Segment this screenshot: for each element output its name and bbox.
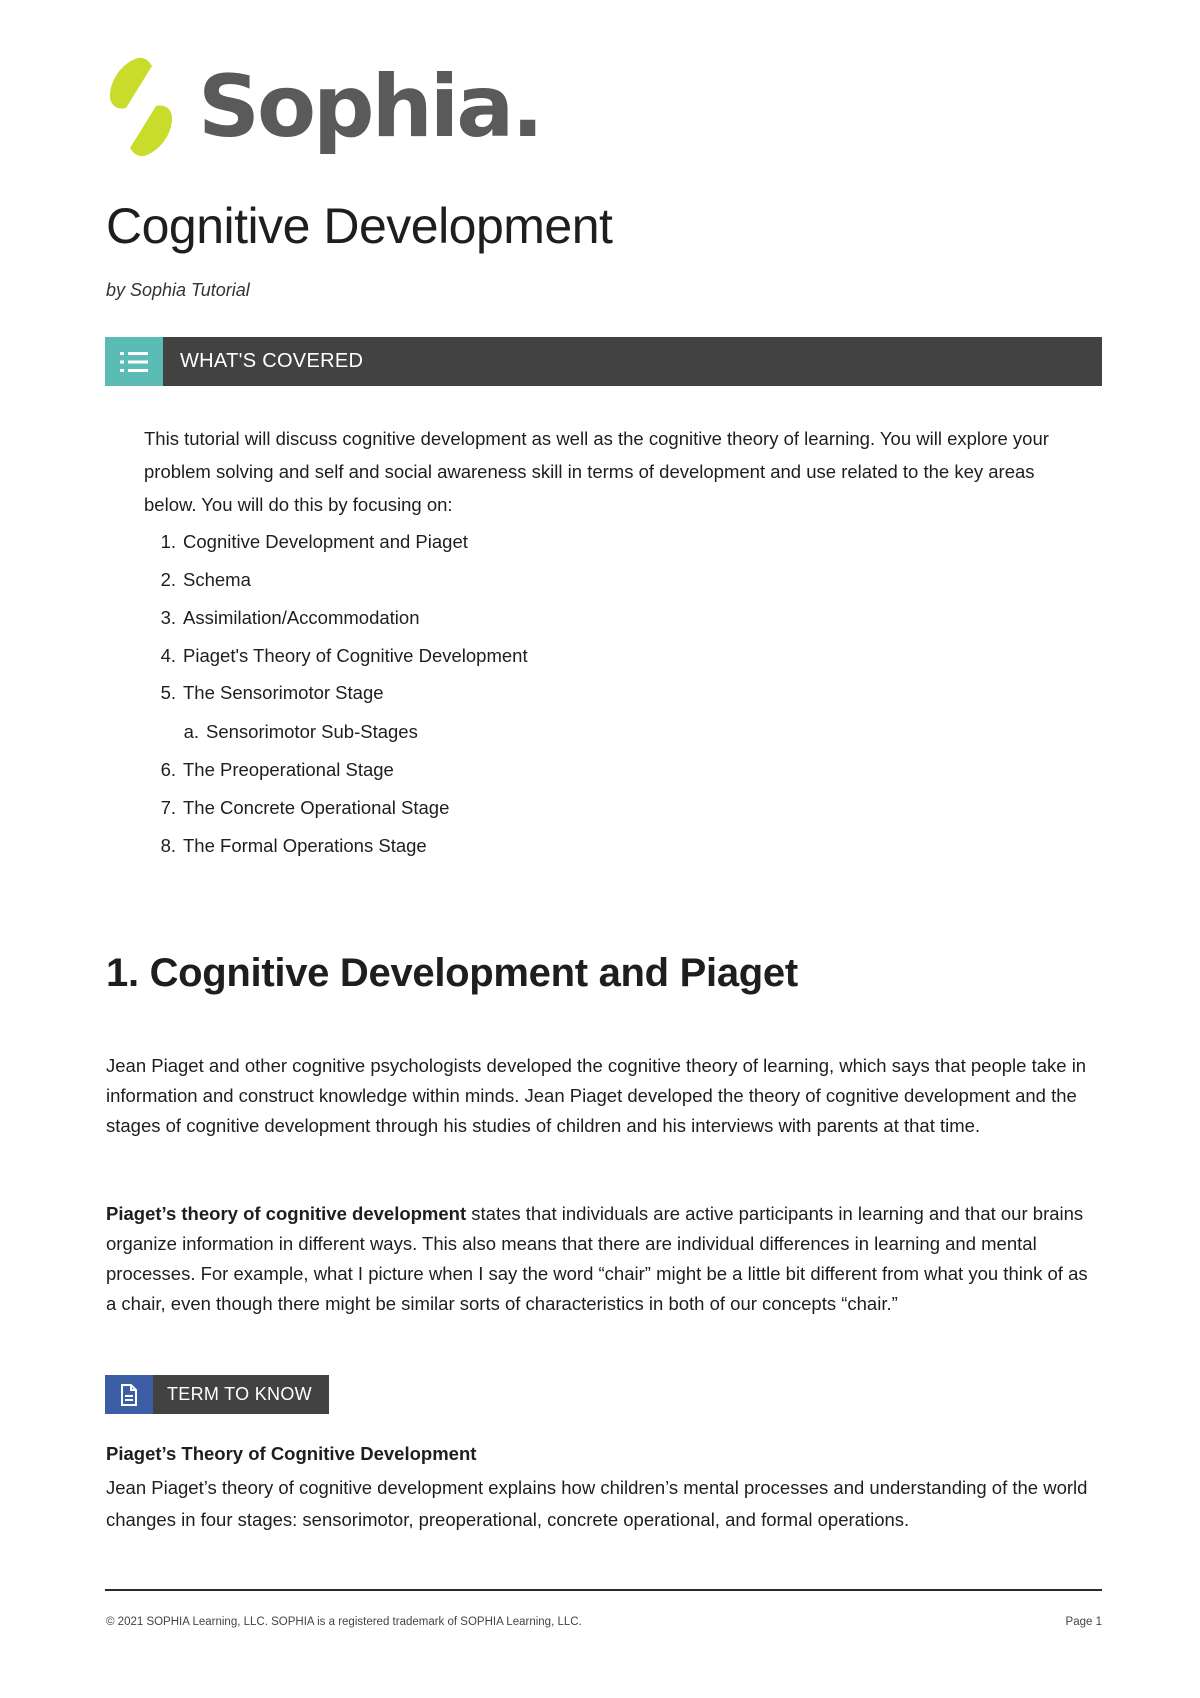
list-item: 6. The Preoperational Stage	[160, 759, 394, 780]
list-item: 7. The Concrete Operational Stage	[160, 797, 450, 818]
term-to-know-label: TERM TO KNOW	[167, 1384, 312, 1404]
document-title: Cognitive Development	[106, 198, 613, 254]
covered-intro: This tutorial will discuss cognitive development as well as the cognitive theory of learning. You will explore your problem solving and self and social awareness skill in terms of development and use related to the key areas below. You will do this by focusing on:	[144, 428, 1049, 515]
sophia-logo	[104, 56, 541, 158]
list-item: 5. The Sensorimotor Stage	[160, 682, 384, 703]
whats-covered-label: WHAT'S COVERED	[180, 350, 364, 372]
footer-divider	[105, 1589, 1102, 1591]
term-to-know-banner	[105, 1375, 329, 1414]
document-icon	[105, 1375, 153, 1414]
section-heading: 1. Cognitive Development and Piaget	[106, 951, 798, 995]
list-item: 4. Piaget's Theory of Cognitive Development	[160, 645, 528, 666]
sophia-wordmark: Sophia.	[198, 57, 541, 157]
term-definition: Jean Piaget’s theory of cognitive development explains how children’s mental processes and understanding of the world changes in four stages: sensorimotor, preoperational, concrete operational, and formal operations.	[106, 1477, 1088, 1530]
bold-term: Piaget’s theory of cognitive development	[106, 1203, 467, 1224]
paragraph: Piaget’s theory of cognitive development states that individuals are active participants in learning and that our brains organize information in different ways. This also means that there are individual differences in learning and mental processes. For example, what I picture when I say the word “chair” might be a little bit different from what you think of as a chair, even though there might be similar sorts of characteristics in both of our concepts “chair.”	[106, 1203, 1088, 1314]
term-title: Piaget’s Theory of Cognitive Development	[106, 1443, 477, 1464]
list-item: 1. Cognitive Development and Piaget	[160, 531, 468, 552]
byline: by Sophia Tutorial	[106, 280, 250, 300]
whats-covered-banner	[105, 337, 1102, 386]
sophia-s-logo-icon	[104, 56, 178, 158]
page-number: Page 1	[1065, 1616, 1102, 1628]
paragraph: Jean Piaget and other cognitive psychologists developed the cognitive theory of learning, which says that people take in information and construct knowledge within minds. Jean Piaget developed the theory of cognitive development and the stages of cognitive development through his studies of children and his interviews with parents at that time.	[106, 1055, 1087, 1136]
footer-copyright: © 2021 SOPHIA Learning, LLC. SOPHIA is a registered trademark of SOPHIA Learning, LLC.	[106, 1616, 582, 1628]
list-item: 2. Schema	[160, 569, 251, 590]
list-icon	[105, 337, 163, 386]
list-item: 8. The Formal Operations Stage	[160, 835, 427, 856]
list-item: 3. Assimilation/Accommodation	[160, 607, 420, 628]
list-item: a. Sensorimotor Sub-Stages	[183, 721, 418, 742]
